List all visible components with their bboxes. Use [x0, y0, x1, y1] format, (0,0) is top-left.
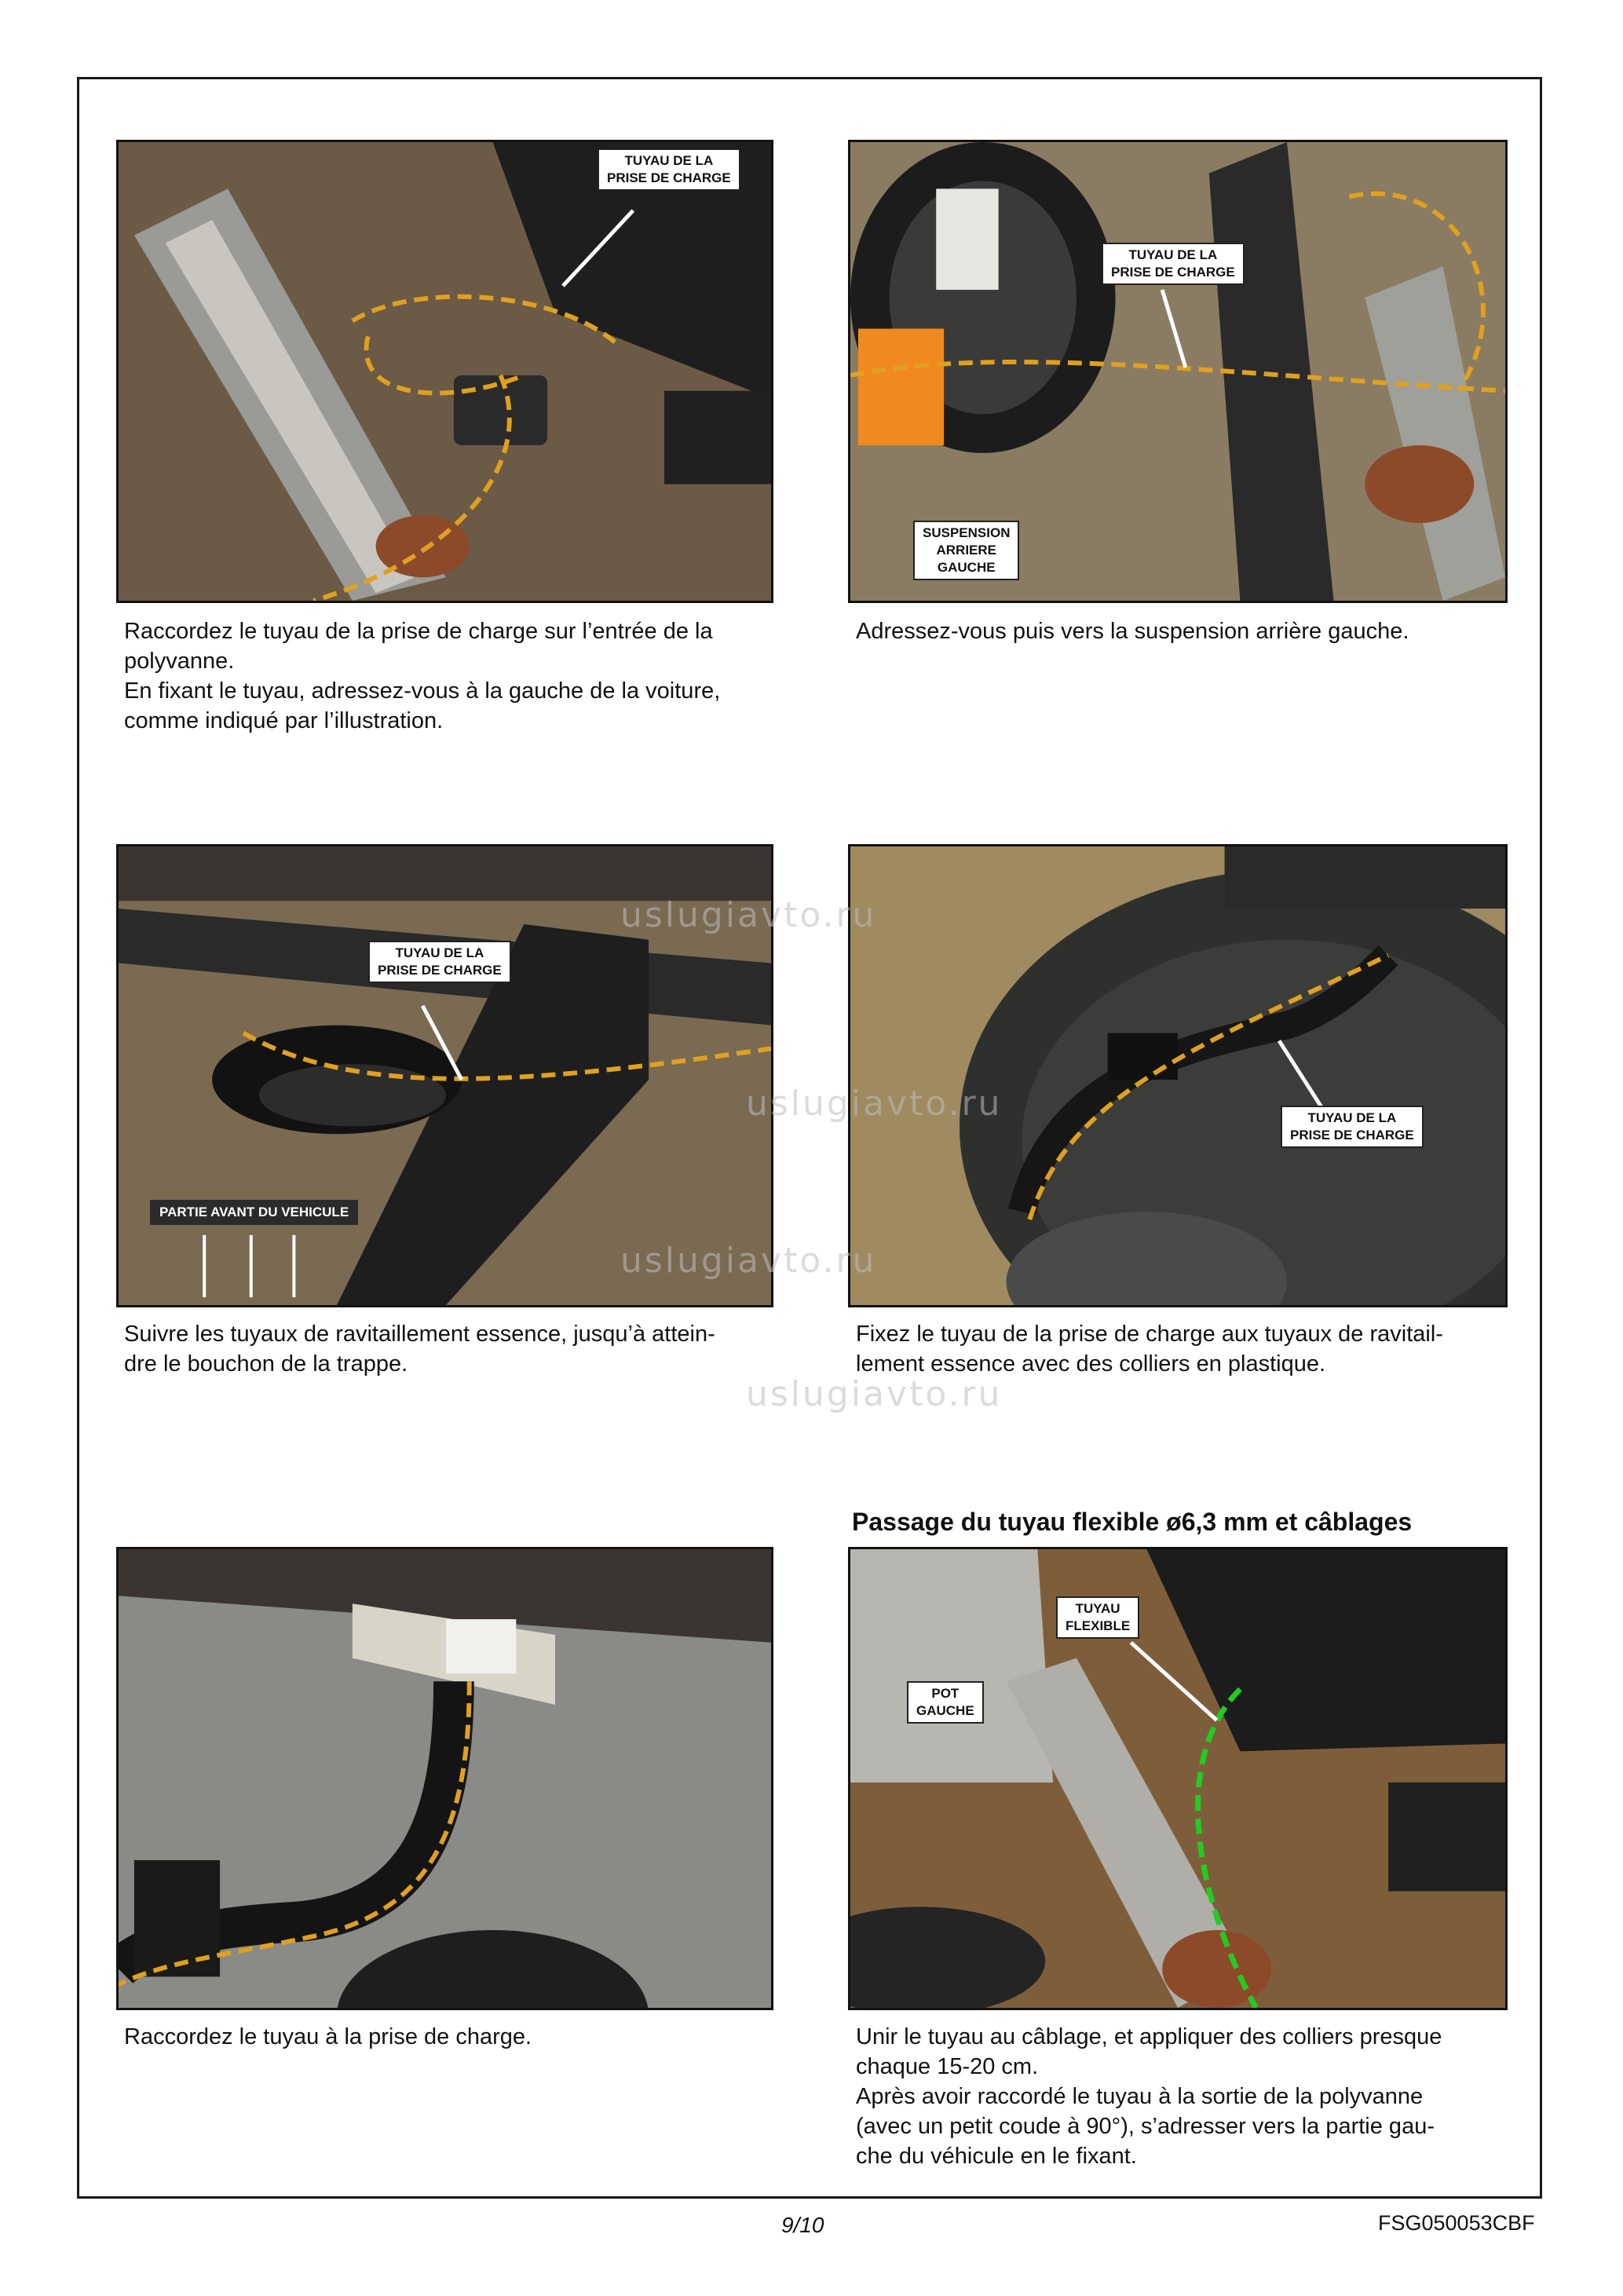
document-code: FSG050053CBF	[1378, 2211, 1535, 2235]
photo-rear-suspension	[848, 140, 1508, 603]
watermark: uslugiavto.ru	[746, 1374, 1003, 1414]
section-heading: Passage du tuyau flexible ø6,3 mm et câblages	[852, 1508, 1413, 1536]
page-number: 9/10	[781, 2213, 824, 2237]
watermark: uslugiavto.ru	[746, 1084, 1003, 1124]
label-tuyau-prise-de-charge: TUYAU DE LA PRISE DE CHARGE	[1102, 243, 1245, 285]
watermark: uslugiavto.ru	[620, 1241, 877, 1281]
caption-photo-4: Fixez le tuyau de la prise de charge aux tuyaux de ravitail- lement essence avec des colliers en plastique.	[856, 1322, 1443, 1377]
label-pot-gauche: POT GAUCHE	[907, 1681, 984, 1724]
photo-wheel-arch-clips	[848, 844, 1508, 1307]
caption-photo-5: Raccordez le tuyau à la prise de charge.	[124, 2024, 532, 2049]
caption-photo-2: Adressez-vous puis vers la suspension arrière gauche.	[856, 619, 1409, 644]
label-tuyau-prise-de-charge: TUYAU DE LA PRISE DE CHARGE	[368, 941, 511, 983]
label-tuyau-prise-de-charge: TUYAU DE LA PRISE DE CHARGE	[598, 148, 740, 191]
watermark: uslugiavto.ru	[620, 895, 877, 935]
photo-flexible-hose-routing	[848, 1547, 1508, 2010]
label-partie-avant-du-vehicule: PARTIE AVANT DU VEHICULE	[150, 1200, 358, 1225]
photo-polyvanne-connection	[116, 140, 773, 603]
caption-photo-3: Suivre les tuyaux de ravitaillement essence, jusqu’à attein- dre le bouchon de la trappe.	[124, 1322, 715, 1377]
photo-filler-connection	[116, 1547, 773, 2010]
caption-photo-6: Unir le tuyau au câblage, et appliquer des colliers presque chaque 15-20 cm. Après avoir raccordé le tuyau à la sortie de la polyvanne (avec un petit coude à 90°), s’adresser vers la partie gau- che du véhicule en le fixant.	[856, 2024, 1442, 2169]
label-tuyau-flexible: TUYAU FLEXIBLE	[1056, 1596, 1139, 1639]
photo-fuel-pipes	[116, 844, 773, 1307]
caption-photo-1: Raccordez le tuyau de la prise de charge sur l’entrée de la polyvanne. En fixant le tuyau, adressez-vous à la gauche de la voiture, comme indiqué par l’illustration.	[124, 619, 721, 733]
label-suspension-arriere-gauche: SUSPENSION ARRIERE GAUCHE	[913, 521, 1019, 580]
label-tuyau-prise-de-charge: TUYAU DE LA PRISE DE CHARGE	[1281, 1106, 1424, 1148]
